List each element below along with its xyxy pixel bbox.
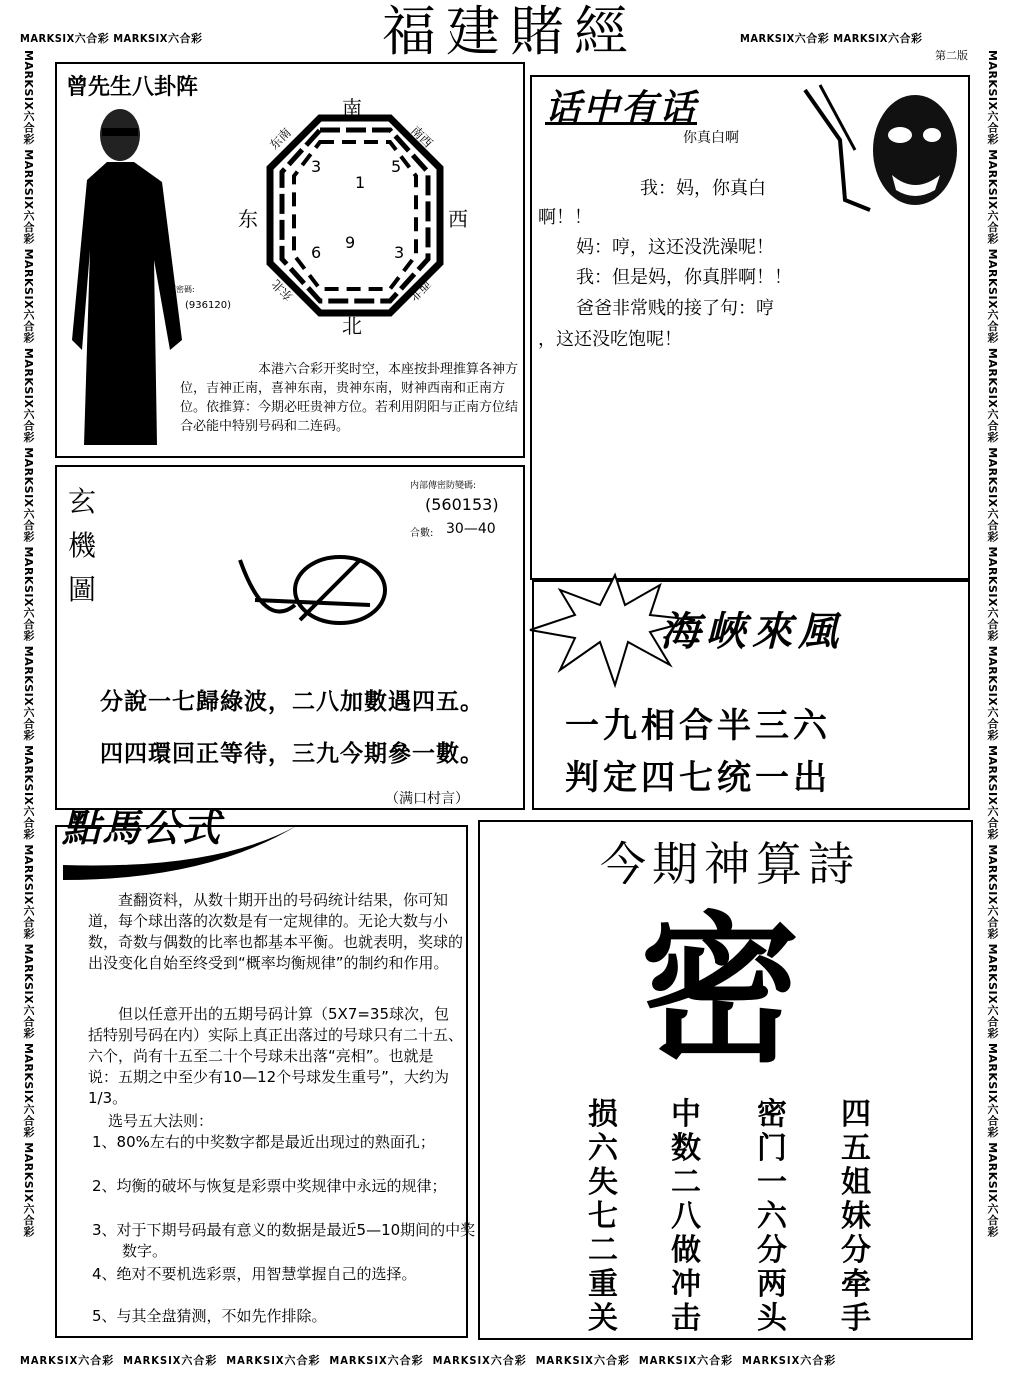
haixia-line-1: 一九相合半三六 [565, 706, 831, 746]
formula-rule: 5、与其全盘猜测，不如先作排除。 [92, 1307, 327, 1325]
formula-rules-title: 选号五大法则： [108, 1112, 214, 1130]
poem-title: 今期神算詩 [600, 837, 860, 891]
xuanji-title-char: 機 [68, 529, 97, 562]
dir-west: 西 [448, 207, 468, 231]
dir-southwest: 南西 [408, 123, 436, 151]
bagua-code-label: 内部密碼: [160, 285, 195, 294]
dir-northwest: 西北 [406, 276, 434, 304]
right-strip: MARKSIX六合彩 MARKSIX六合彩 MARKSIX六合彩 MARKSIX六合彩 MARKSIX六合彩 MARKSIX六合彩 MARKSIX六合彩 MARKSIX六合彩 MARKSIX六合彩 MARKSIX六合彩 MARKSIX六合彩 MARKSIX六合彩 [986, 50, 999, 1238]
page-title: 福建賭經 [382, 0, 638, 63]
formula-rule: 1、80%左右的中奖数字都是最近出现过的熟面孔； [92, 1133, 435, 1151]
dir-south: 南 [342, 96, 362, 120]
poem-column: 损六失七二重关 [588, 1097, 618, 1336]
xuanji-code-value: (560153) [425, 495, 499, 514]
left-strip: MARKSIX六合彩 MARKSIX六合彩 MARKSIX六合彩 MARKSIX六合彩 MARKSIX六合彩 MARKSIX六合彩 MARKSIX六合彩 MARKSIX六合彩 MARKSIX六合彩 MARKSIX六合彩 MARKSIX六合彩 MARKSIX六合彩 [22, 50, 35, 1238]
edition-label: 第二版 [935, 49, 968, 62]
joke-line: 爸爸非常贱的接了句：哼 [576, 298, 774, 319]
bagua-code-value: (936120) [185, 300, 231, 311]
haixia-line-2: 判定四七统一出 [565, 758, 831, 798]
dir-southeast: 东南 [266, 125, 294, 153]
bagua-title: 曾先生八卦阵 [66, 75, 199, 100]
formula-rule: 3、对于下期号码最有意义的数据是最近5—10期间的中奖数字。 [92, 1221, 476, 1260]
formula-para-2: 但以任意开出的五期号码计算（5X7=35球次，包括特别号码在内）实际上真正出落过的号球只有二十五、六个，尚有十五至二十个号球未出落“亮相”。也就是说：五期之中至少有10—12个号球发生重号”，大约为1/3。 [88, 1005, 464, 1107]
xuanji-code-label: 内部傳密防變碼: [410, 481, 477, 491]
xuanji-title-char: 圖 [68, 573, 97, 606]
poem-column: 四五姐妹分牵手 [841, 1097, 871, 1336]
bagua-number: 9 [345, 233, 356, 252]
formula-rule: 4、绝对不要机选彩票，用智慧掌握自己的选择。 [92, 1265, 417, 1283]
joke-line: ，这还没吃饱呢！ [538, 329, 682, 350]
bagua-number: 6 [311, 243, 322, 262]
joke-line: 我：但是妈，你真胖啊！！ [576, 267, 792, 288]
xuanji-verse-2: 四四環回正等待，三九今期參一數。 [100, 741, 484, 767]
formula-title: 點馬公式 [62, 805, 223, 850]
poem-column: 中数二八做冲击 [671, 1097, 701, 1336]
top-left-strip: MARKSIX六合彩 MARKSIX六合彩 [20, 32, 203, 45]
xuanji-source: （满口村言） [385, 791, 469, 807]
dir-northeast: 东北 [268, 276, 296, 304]
bottom-strip: MARKSIX六合彩 MARKSIX六合彩 MARKSIX六合彩 MARKSIX六合彩 MARKSIX六合彩 MARKSIX六合彩 MARKSIX六合彩 MARKSIX六合彩 [20, 1354, 837, 1367]
face-illustration [800, 80, 965, 230]
poem-column: 密门一六分两头 [757, 1097, 787, 1336]
mystic-symbol [235, 545, 395, 630]
xuanji-title-char: 玄 [68, 485, 97, 518]
poem-big-char: 密 [639, 896, 800, 1084]
bagua-number: 3 [311, 157, 322, 176]
joke-line: 我：妈，你真白 [640, 178, 766, 199]
bagua-number: 5 [391, 157, 402, 176]
xuanji-verse-1: 分說一七歸綠波，二八加數遇四五。 [100, 689, 484, 715]
joke-title: 话中有话 [545, 87, 698, 129]
joke-subtitle: 你真白啊 [683, 130, 739, 146]
formula-rule: 2、均衡的破坏与恢复是彩票中奖规律中永远的规律； [92, 1177, 447, 1195]
bagua-number: 1 [355, 173, 366, 192]
xuanji-sum-value: 30—40 [446, 521, 496, 537]
top-right-strip: MARKSIX六合彩 MARKSIX六合彩 [740, 32, 923, 45]
bagua-text: 本港六合彩开奖时空，本座按卦理推算各神方位，吉神正南，喜神东南，贵神东南，财神西南和正南方位。依推算：今期必旺贵神方位。若利用阴阳与正南方位结合必能中特别号码和二连码。 [180, 362, 519, 434]
bagua-diagram [225, 88, 485, 343]
joke-line: 啊！！ [538, 207, 592, 228]
dir-east: 东 [238, 207, 258, 231]
joke-line: 妈：哼，这还没洗澡呢！ [576, 237, 774, 258]
xuanji-sum-label: 合數: [410, 528, 434, 539]
formula-para-1: 查翻资料，从数十期开出的号码统计结果，你可知道，每个球出落的次数是有一定规律的。无论大数与小数，奇数与偶数的比率也都基本平衡。也就表明，奖球的出没变化自始至终受到“概率均衡规律”的制约和作用。 [88, 891, 464, 972]
bagua-number: 3 [394, 243, 405, 262]
dir-north: 北 [342, 314, 362, 338]
haixia-title: 海峽來風 [660, 608, 844, 655]
